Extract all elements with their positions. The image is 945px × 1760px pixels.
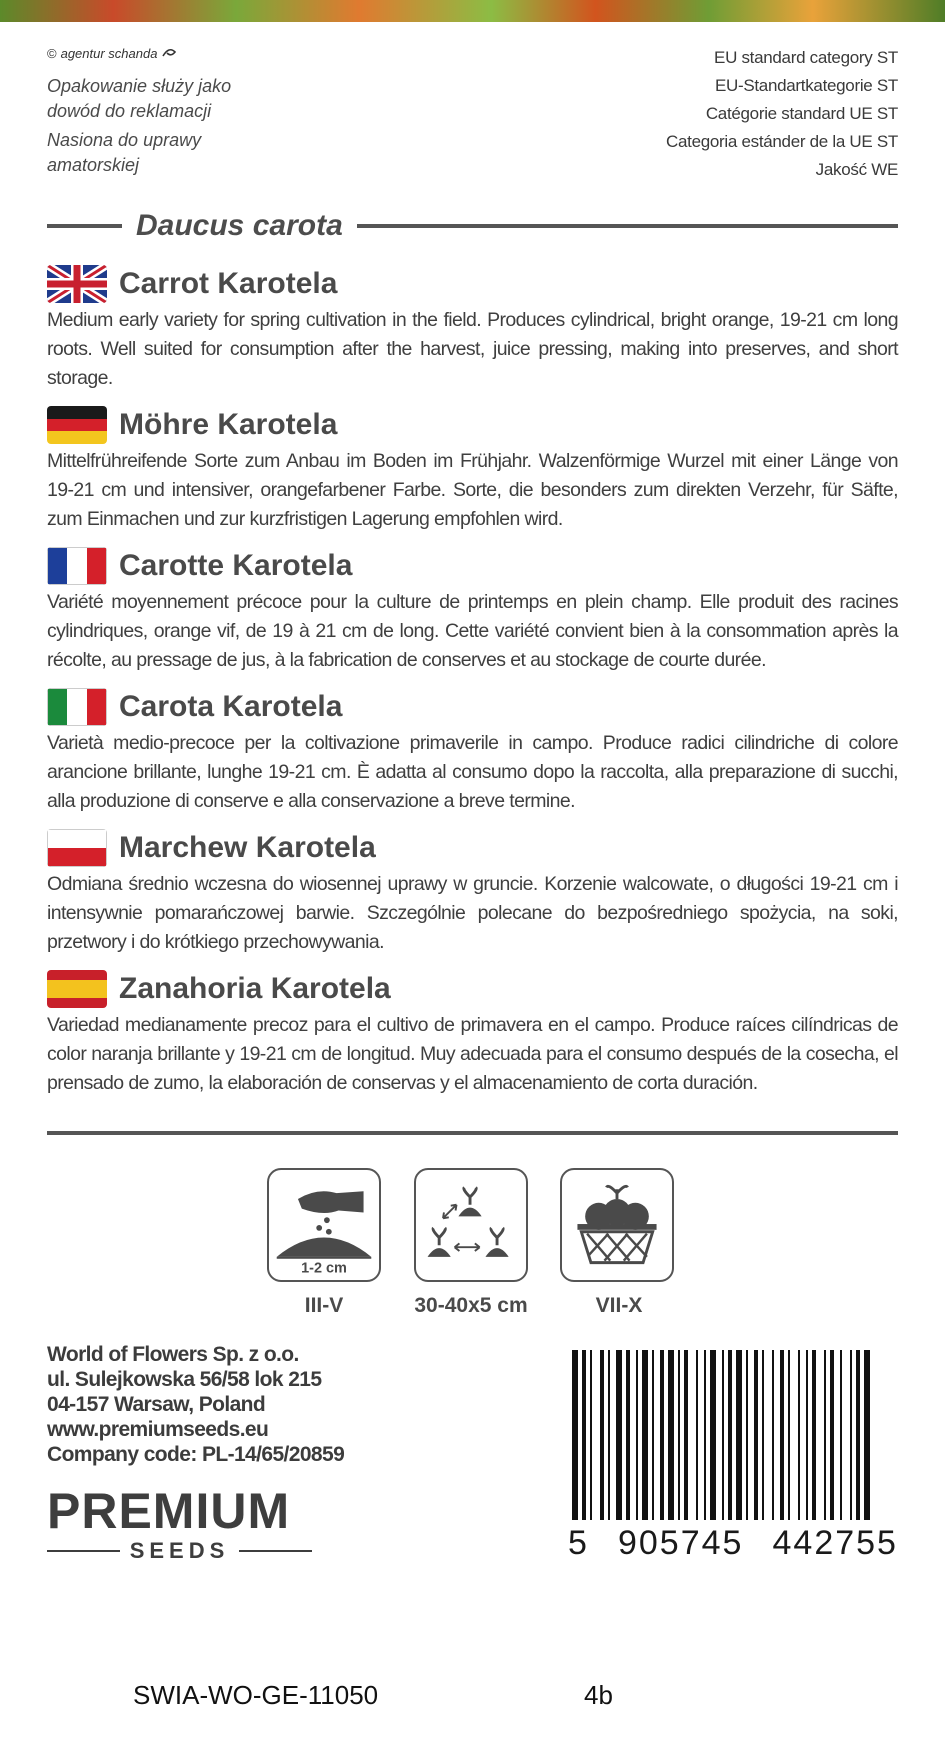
barcode-bar — [840, 1350, 842, 1520]
barcode-bar — [830, 1350, 834, 1520]
section-polish — [47, 826, 898, 967]
uk-flag-icon — [47, 265, 107, 303]
barcode-bar — [600, 1350, 604, 1520]
french-flag-icon — [47, 547, 107, 585]
barcode-bar — [616, 1350, 622, 1520]
company-website: www.premiumseeds.eu — [47, 1418, 269, 1441]
section-body: Variété moyennement précoce pour la culture de printemps en plein champ. Elle produit des racines cylindriques, orange vif, de 19 à 21 cm de long. Cette variété convient bien à la consommation après la récolte, au pressage de jus, à la fabrication de conserves et au stockage de courte durée. — [47, 591, 898, 671]
brand-name: PREMIUM — [47, 1483, 291, 1539]
barcode-bar — [736, 1350, 742, 1520]
category-line: EU standard category ST — [714, 48, 898, 67]
barcode-bar — [812, 1350, 816, 1520]
sowing-depth-icon — [267, 1168, 381, 1282]
category-line: Jakość WE — [815, 160, 898, 179]
section-title: Carrot Karotela — [119, 267, 338, 300]
barcode-bar — [788, 1350, 790, 1520]
section-title: Marchew Karotela — [119, 831, 376, 864]
copyright-symbol: © — [47, 46, 57, 61]
company-code: Company code: PL-14/65/20859 — [47, 1443, 345, 1466]
brand-logo — [47, 1483, 312, 1564]
barcode-bar — [762, 1350, 764, 1520]
company-name: World of Flowers Sp. z o.o. — [47, 1343, 299, 1366]
barcode-bar — [572, 1350, 578, 1520]
barcode-bar — [850, 1350, 852, 1520]
agency-logo-icon — [161, 46, 177, 61]
barcode-bar — [806, 1350, 808, 1520]
barcode-bar — [652, 1350, 654, 1520]
barcode-bar — [728, 1350, 732, 1520]
divider — [47, 1550, 120, 1552]
italian-flag-icon — [47, 688, 107, 726]
section-body: Mittelfrühreifende Sorte zum Anbau im Boden im Frühjahr. Walzenförmige Wurzel mit einer Länge von 19-21 cm und intensiver, orangefarbener Farbe. Sorte, die besonders zum direkten Verzehr, für Säfte, zum Einmachen und zur kurzfristigen Lagerung empfohlen wird. — [47, 450, 898, 530]
language-sections — [47, 262, 898, 1108]
german-flag-icon — [47, 406, 107, 444]
spanish-flag-icon — [47, 970, 107, 1008]
category-line: EU-Standartkategorie ST — [714, 76, 898, 95]
category-line: Catégorie standard UE ST — [705, 104, 898, 123]
divider — [47, 224, 122, 228]
divider — [47, 1131, 898, 1135]
sowing-depth-text: 1-2 cm — [301, 1260, 347, 1277]
barcode-bar — [754, 1350, 758, 1520]
divider — [357, 224, 898, 228]
pl-note: Nasiona do uprawy amatorskiej — [47, 130, 202, 175]
section-title: Carota Karotela — [119, 690, 343, 723]
section-title: Zanahoria Karotela — [119, 972, 391, 1005]
polish-notes — [47, 74, 257, 182]
barcode-bar — [824, 1350, 826, 1520]
section-body: Varietà medio-precoce per la coltivazione primaverile in campo. Produce radici cilindriche di colore arancione brillante, lunghe 19-21 cm. È adatta al consumo dopo la raccolta, alla preparazione di succhi, alla produzione di conserve e alla conservazione a breve termine. — [47, 732, 898, 812]
barcode-bar — [660, 1350, 664, 1520]
barcode-bar — [590, 1350, 592, 1520]
section-french — [47, 544, 898, 685]
barcode-bar — [704, 1350, 706, 1520]
barcode-digit-group: 442755 — [772, 1524, 898, 1562]
section-german — [47, 403, 898, 544]
barcode-bar — [678, 1350, 680, 1520]
barcode-bar — [582, 1350, 586, 1520]
plant-spacing-icon — [414, 1168, 528, 1282]
barcode-bar — [696, 1350, 698, 1520]
barcode-bar — [710, 1350, 716, 1520]
divider — [239, 1550, 312, 1552]
barcode-bar — [798, 1350, 800, 1520]
harvest-period-label: VII-X — [595, 1294, 643, 1317]
barcode-bar — [642, 1350, 648, 1520]
pl-note: Opakowanie służy jako dowód do reklamacji — [47, 76, 232, 121]
barcode-bar — [856, 1350, 860, 1520]
barcode-bar — [636, 1350, 638, 1520]
barcode-bar — [772, 1350, 774, 1520]
brand-sub: SEEDS — [129, 1538, 230, 1563]
sowing-period-label: III-V — [304, 1294, 344, 1317]
section-body: Medium early variety for spring cultivation in the field. Produces cylindrical, bright orange, 19-21 cm long roots. Well suited for consumption after the harvest, juice pressing, making into preserves, and short storage. — [47, 309, 898, 389]
company-city: 04-157 Warsaw, Poland — [47, 1393, 266, 1416]
barcode-bar — [626, 1350, 630, 1520]
section-title: Carotte Karotela — [119, 549, 353, 582]
section-italian — [47, 685, 898, 826]
harvest-basket-icon — [560, 1168, 674, 1282]
latin-name-row — [47, 206, 898, 246]
barcode-bar — [684, 1350, 688, 1520]
eu-categories — [666, 44, 898, 184]
version-label: 4b — [584, 1680, 613, 1710]
polish-flag-icon — [47, 829, 107, 867]
section-title: Möhre Karotela — [119, 408, 338, 441]
top-decorative-band — [0, 0, 945, 22]
section-english — [47, 262, 898, 403]
latin-name: Daucus carota — [136, 209, 343, 242]
category-line: Categoria estánder de la UE ST — [666, 132, 898, 151]
section-body: Variedad medianamente precoz para el cultivo de primavera en el campo. Produce raíces cilíndricas de color naranja brillante y 19-21 cm de longitud. Muy adecuada para el consumo después de la cosecha, el prensado de zumo, la elaboración de conservas y el almacenamiento de corta duración. — [47, 1014, 898, 1094]
barcode-bar — [864, 1350, 870, 1520]
product-code: SWIA-WO-GE-11050 — [133, 1680, 379, 1710]
barcode-bar — [746, 1350, 748, 1520]
barcode-bar — [722, 1350, 724, 1520]
company-info — [47, 1342, 344, 1467]
barcode-digit-group: 5 — [568, 1524, 589, 1562]
section-spanish — [47, 967, 898, 1108]
barcode-bar — [780, 1350, 784, 1520]
barcode-digit-group: 905745 — [617, 1524, 744, 1562]
copyright-text: agentur schanda — [60, 46, 158, 61]
barcode-bar — [608, 1350, 610, 1520]
section-body: Odmiana średnio wczesna do wiosennej uprawy w gruncie. Korzenie walcowate, o długości 19-21 cm i intensywnie pomarańczowej barwie. Szczególnie polecane do bezpośredniego spożycia, na soki, przetwory i do krótkiego przechowywania. — [47, 873, 898, 953]
spacing-label: 30-40x5 cm — [414, 1294, 528, 1317]
barcode-digits — [568, 1524, 898, 1563]
barcode-bar — [668, 1350, 674, 1520]
copyright — [47, 46, 177, 61]
company-street: ul. Sulejkowska 56/58 lok 215 — [47, 1368, 322, 1391]
